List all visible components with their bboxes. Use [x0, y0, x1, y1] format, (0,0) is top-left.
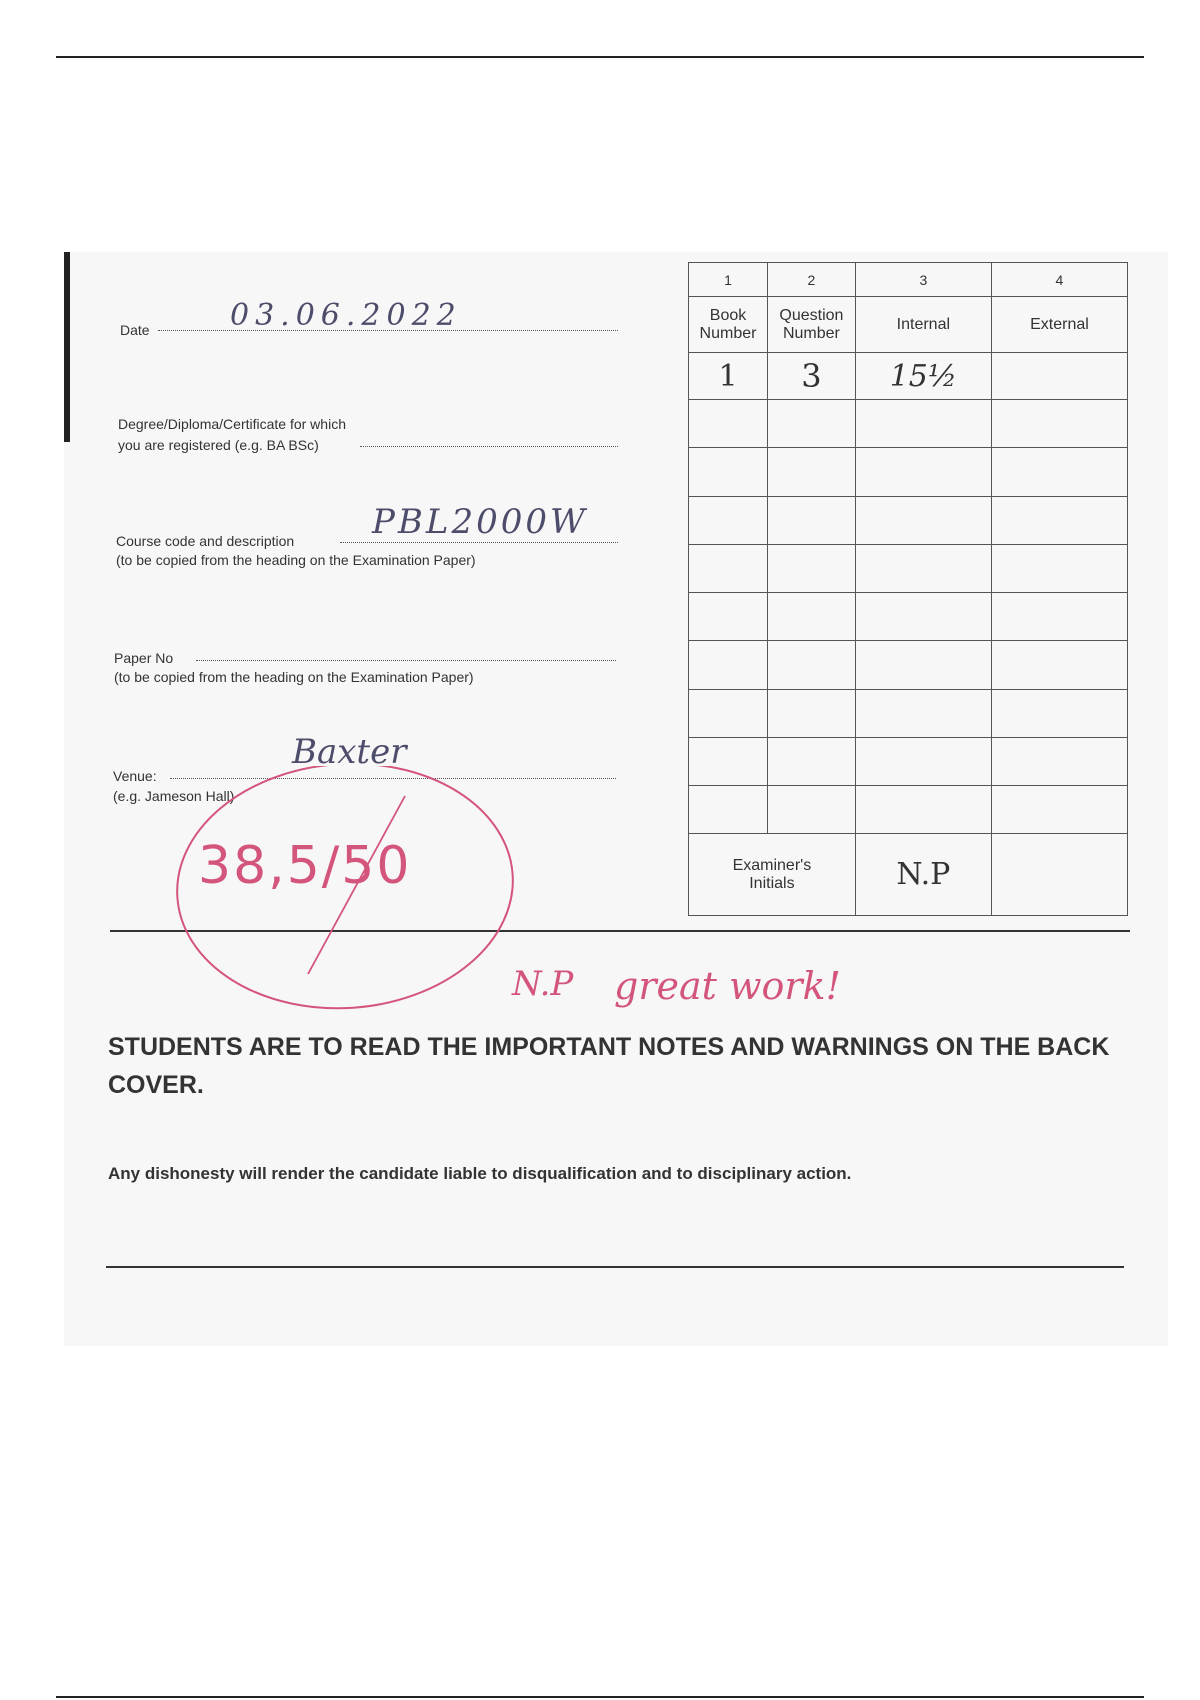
course-label-line1: Course code and description [116, 533, 295, 549]
header-internal: Internal [855, 297, 991, 353]
degree-label-line1: Degree/Diploma/Certificate for which [118, 416, 346, 432]
header-question-number: Question Number [768, 297, 856, 353]
marker-initials: N.P [512, 964, 574, 1004]
col-number-3: 3 [855, 263, 991, 297]
course-label-line2: (to be copied from the heading on the Examination Paper) [116, 552, 476, 568]
table-row [689, 400, 1128, 448]
paper-dotted-line [196, 660, 616, 661]
examiner-initials-external [991, 834, 1127, 916]
venue-label-line2: (e.g. Jameson Hall) [113, 788, 235, 804]
paper-label-line1: Paper No [114, 650, 174, 666]
table-row [689, 593, 1128, 641]
scan-edge [64, 252, 70, 442]
score-value: 38,5/50 [198, 836, 412, 896]
table-row [689, 544, 1128, 592]
date-value: 03.06.2022 [230, 298, 462, 333]
marks-table [688, 262, 1128, 916]
dishonesty-warning: Any dishonesty will render the candidate liable to disqualification and to disciplinary action. [108, 1164, 852, 1183]
examiner-initials-label: Examiner's Initials [689, 834, 856, 916]
venue-value: Baxter [292, 732, 407, 772]
row1-external [991, 353, 1127, 400]
header-book-number: Book Number [689, 297, 768, 353]
paper-label-line2: (to be copied from the heading on the Examination Paper) [114, 669, 474, 685]
table-row [689, 737, 1128, 785]
top-rule [56, 56, 1144, 58]
footer-divider [106, 1266, 1124, 1268]
date-label: Date [120, 322, 150, 338]
marker-comment: great work! [614, 964, 841, 1008]
row1-book: 1 [689, 353, 768, 400]
col-number-4: 4 [991, 263, 1127, 297]
table-row [689, 786, 1128, 834]
venue-label-line1: Venue: [113, 768, 157, 784]
col-number-2: 2 [768, 263, 856, 297]
table-row [689, 641, 1128, 689]
degree-label-line2: you are registered (e.g. BA BSc) [118, 437, 319, 453]
row1-question: 3 [768, 353, 856, 400]
course-value: PBL2000W [372, 502, 588, 542]
row1-internal: 15½ [855, 353, 991, 400]
table-row [689, 689, 1128, 737]
degree-dotted-line [360, 446, 618, 447]
table-row [689, 496, 1128, 544]
table-row [689, 448, 1128, 496]
header-external: External [991, 297, 1127, 353]
col-number-1: 1 [689, 263, 768, 297]
important-notes-heading: STUDENTS ARE TO READ THE IMPORTANT NOTES AND WARNINGS ON THE BACK COVER. [108, 1033, 1110, 1099]
examiner-initials-internal: N.P [855, 834, 991, 916]
score-circle-icon [170, 766, 530, 1026]
course-dotted-line [340, 542, 618, 543]
bottom-rule [56, 1696, 1144, 1698]
